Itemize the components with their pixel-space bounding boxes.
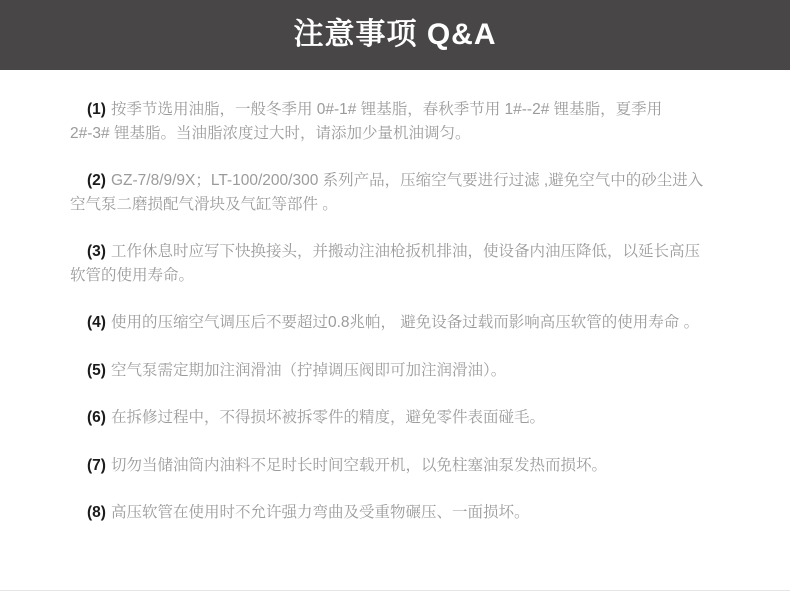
item-text-6: 在拆修过程中，不得损坏被拆零件的精度，避免零件表面碰毛。	[110, 409, 545, 426]
notice-item-1	[70, 98, 705, 145]
page-title: 注意事项 Q&A	[293, 18, 497, 51]
notice-item-6	[70, 406, 705, 430]
item-text-3: 工作休息时应写下快换接头，并搬动注油枪扳机排油，使设备内油压降低，以延长高压软管的使用寿命。	[70, 243, 700, 284]
item-text-8: 高压软管在使用时不允许强力弯曲及受重物碾压、一面损坏。	[110, 504, 530, 521]
notice-item-4	[70, 311, 705, 335]
item-number-8: (8)	[87, 504, 106, 521]
item-number-4: (4)	[87, 314, 106, 331]
notice-list	[0, 70, 790, 525]
item-number-6: (6)	[87, 409, 106, 426]
notice-item-5	[70, 359, 705, 383]
item-text-5: 空气泵需定期加注润滑油（拧掉调压阀即可加注润滑油）。	[110, 361, 507, 379]
item-text-2: GZ-7/8/9/9X；LT-100/200/300 系列产品，压缩空气要进行过滤 ,避免空气中的砂尘进入空气泵二磨损配气滑块及气缸等部件 。	[70, 172, 704, 213]
item-text-7: 切勿当储油筒内油料不足时长时间空载开机，以免柱塞油泵发热而损坏。	[110, 456, 607, 474]
notice-item-7	[70, 454, 705, 478]
item-text-4: 使用的压缩空气调压后不要超过0.8兆帕， 避免设备过载而影响高压软管的使用寿命 。	[110, 314, 700, 331]
item-text-1: 按季节选用油脂，一般冬季用 0#-1# 锂基脂，春秋季节用 1#--2# 锂基脂，夏季用 2#-3# 锂基脂。当油脂浓度过大时，请添加少量机油调匀。	[70, 101, 663, 142]
page-header	[0, 0, 790, 70]
notice-item-2	[70, 169, 705, 216]
item-number-1: (1)	[87, 101, 106, 118]
item-number-7: (7)	[87, 456, 106, 474]
item-number-5: (5)	[87, 361, 106, 379]
notice-item-3	[70, 240, 705, 287]
item-number-3: (3)	[87, 243, 106, 260]
item-number-2: (2)	[87, 172, 106, 189]
notice-item-8	[70, 501, 705, 525]
